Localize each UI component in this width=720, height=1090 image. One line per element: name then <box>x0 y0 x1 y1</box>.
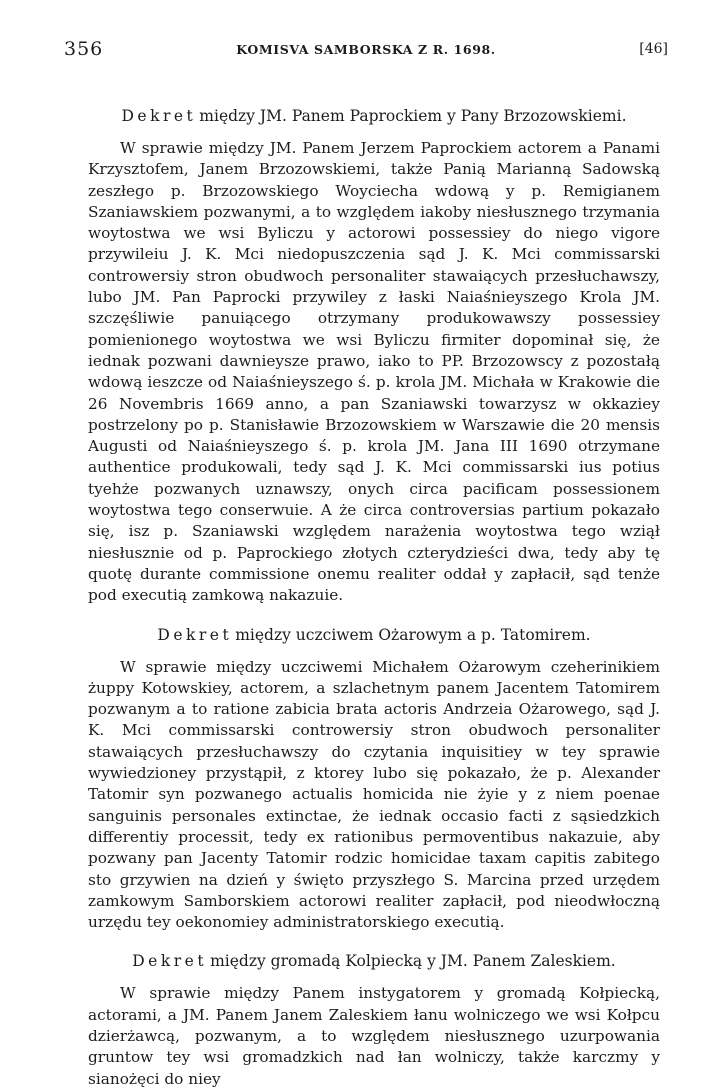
section-title-keyword: Dekret <box>132 952 208 971</box>
page-number: 356 <box>64 38 104 60</box>
section-title-text: między uczciwem Ożarowym a p. Tatomirem. <box>235 625 591 644</box>
section-title-keyword: Dekret <box>121 107 197 125</box>
section-title <box>88 104 660 128</box>
section-title-text: między gromadą Kolpiecką y JM. Panem Zaleskiem. <box>210 952 616 971</box>
document-number: [46] <box>639 41 668 57</box>
section-title-keyword: Dekret <box>157 625 233 644</box>
running-title: KOMISVA SAMBORSKA Z R. 1698. <box>236 42 496 57</box>
section-paragraph: W sprawie między JM. Panem Jerzem Paprockiem actorem a Panami Krzysztofem, Janem Brzozowskiemi, także Panią Marianną Sadowską zeszłego p. Brzozowskiego Woyciecha wdową y p. Remigianem Szaniawskiem pozwanymi, a to względem iakoby niesłusznego trzymania woytostwa we wsi Byliczu y actorowi possessiey do niego vigore przywileiu J. K. Mci niedopuszczenia sąd J. K. Mci commissarski controwersiy stron obudwoch personaliter stawaiących przesłuchawszy, lubo JM. Pan Paprocki przywiley z łaski Naiaśnieyszego Krola JM. szczęśliwie panuiącego otrzymany produkowawszy possessiey pomienionego woytostwa we wsi Byliczu firmiter dopominał się, że iednak pozwani dawnieysze prawo, iako to PP. Brzozowscy z pozostałą wdową ieszcze od Naiaśnieyszego ś. p. krola JM. Michała w Krakowie die 26 Novembris 1669 anno, a pan Szaniawski towarzysz w okkaziey postrzelony po p. Stanisławie Brzozowskiem w Warszawie die 20 mensis Augusti od Naiaśnieyszego ś. p. krola JM. Jana III 1690 otrzymane authentice produkowali, tedy sąd J. K. Mci commissarski ius potius tyehże pozwanych uznawszy, onych circa pacificam possessionem woytostwa tego conserwuie. A że circa controversias partium pokazało się, isz p. Szaniawski względem narażenia woytostwa tego wziął niesłusznie od p. Paprockiego złotych czterydzieści dwa, tedy aby tę quotę durante commissione onemu realiter oddał y zapłacił, sąd tenże pod executią zamkową nakazuie. <box>88 139 660 605</box>
section-paragraph: W sprawie między Panem instygatorem y gromadą Kołpiecką, actorami, a JM. Panem Janem Zaleskiem łanu wolniczego we wsi Kołpcu dzierżawcą, pozwanym, a to względem niesłusznego uzurpowania gruntow tey wsi gromadzkich nad łan wolniczy, także karczmy y sianożęci do niey <box>88 984 660 1088</box>
section-paragraph: W sprawie między uczciwemi Michałem Ożarowym czeherinikiem żuppy Kotowskiey, actorem, a szlachetnym panem Jacentem Tatomirem pozwanym a to ratione zabicia brata actoris Andrzeia Ożarowego, sąd J. K. Mci commissarski controwersiy stron obudwoch personaliter stawaiących przesłuchawszy do czytania inquisitiey w tey sprawie wywiedzioney przystąpił, z ktorey lubo się pokazało, że p. Alexander Tatomir syn pozwanego actualis homicida nie żyie y z niem poenae sanguinis personales extinctae, że iednak occasio facti z sąsiedzkich differentiy processit, tedy ex rationibus permoventibus nakazuie, aby pozwany pan Jacenty Tatomir rodzic homicidae taxam capitis zabitego sto grzywien na dzień y święto przyszłego S. Marcina przed urzędem zamkowym Samborskiem actorowi realiter zapłacił, pod nieodwłoczną urzędu tey oekonomiey administratorskiego executią. <box>88 657 660 932</box>
section-title <box>88 623 660 647</box>
page-header <box>64 38 668 68</box>
page-body <box>88 90 660 1090</box>
section-title-text: między JM. Panem Paprockiem y Pany Brzozowskiemi. <box>199 107 627 125</box>
section-title <box>88 949 660 973</box>
